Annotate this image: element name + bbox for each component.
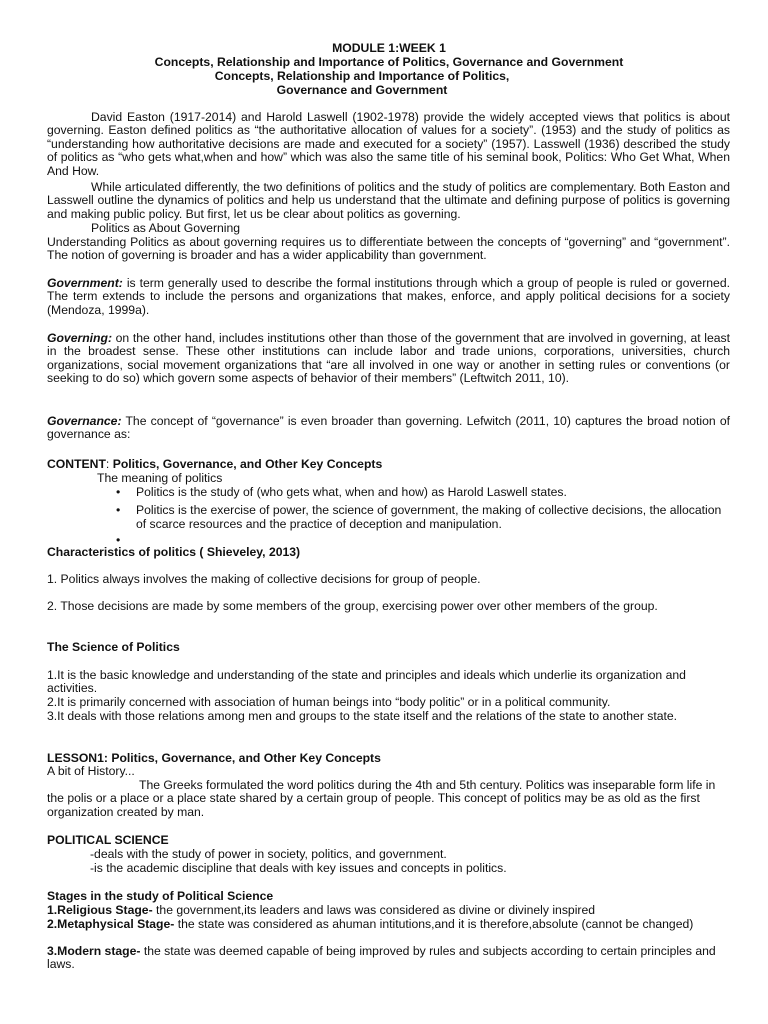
module-heading: MODULE 1:WEEK 1 — [332, 41, 446, 55]
characteristics-heading: Characteristics of politics ( Shieveley, 2013) — [47, 545, 301, 559]
science-item: 2.It is primarily concerned with association of human beings into “body politic” or in a political community. — [47, 695, 611, 709]
intro-paragraph-3: Understanding Politics as about governing requires us to differentiate between the concepts of “governing” and “government”. The notion of governing is broader and has a wider applicability than government. — [47, 235, 730, 263]
meaning-of-politics-label: The meaning of politics — [97, 471, 223, 485]
characteristic-item: 1. Politics always involves the making of collective decisions for group of people. — [47, 572, 481, 586]
intro-paragraph-2: While articulated differently, the two definitions of politics and the study of politics are complementary. Both Easton and Lasswell outline the dynamics of politics and help us understand that the ultimate and defining purpose of politics is governing and making public policy. But first, let us be clear about politics as governing. — [47, 180, 730, 221]
document-subtitle-line1: Concepts, Relationship and Importance of Politics, — [214, 69, 510, 83]
lesson-paragraph: The Greeks formulated the word politics during the 4th and 5th century. Politics was inseparable form life in the polis or a place or a place state shared by a certain group of people. This concept of politics may be as old as the first organization created by man. — [47, 778, 716, 819]
history-subheading: A bit of History... — [47, 764, 135, 778]
science-item: 1.It is the basic knowledge and understanding of the state and principles and ideals which underlie its organization and activities. — [47, 668, 686, 696]
stage-item: 2.Metaphysical Stage- the state was considered as ahuman intitutions,and it is therefore,absolute (cannot be changed) — [47, 917, 694, 931]
political-science-heading: POLITICAL SCIENCE — [47, 833, 169, 847]
stage-item: 3.Modern stage- the state was deemed capable of being improved by rules and subjects according to certain principles and laws. — [47, 944, 716, 972]
list-item: • Politics is the exercise of power, the science of government, the making of collective decisions, the allocation of scarce resources and the practice of deception and manipulation. — [116, 503, 722, 531]
stages-heading: Stages in the study of Political Science — [47, 889, 274, 903]
governing-definition: Governing: on the other hand, includes institutions other than those of the government that are involved in governing, at least in the broadest sense. These other institutions can include labor and trade unions, corporations, universities, church organizations, social movement organizations that “are all involved in one way or another in setting rules or conventions (or seeking to do so) which govern some aspects of behavior of their members” (Leftwitch 2011, 10). — [47, 331, 730, 386]
meaning-bullet-list — [47, 485, 730, 548]
list-item: • Politics is the study of (who gets what, when and how) as Harold Laswell states. — [116, 485, 567, 499]
stage-item: 1.Religious Stage- the government,its leaders and laws was considered as divine or divinely inspired — [47, 903, 596, 917]
government-definition: Government: is term generally used to describe the formal institutions through which a group of people is ruled or governed. The term extends to include the persons and organizations that makes, enforce, and apply political decisions for a society (Mendoza, 1999a). — [47, 276, 730, 317]
characteristic-item: 2. Those decisions are made by some members of the group, exercising power over other members of the group. — [47, 599, 658, 613]
science-of-politics-heading: The Science of Politics — [47, 640, 180, 654]
content-heading: CONTENT: Politics, Governance, and Other Key Concepts — [47, 457, 383, 471]
governance-definition: Governance: The concept of “governance” is even broader than governing. Lefwitch (2011, 10) captures the broad notion of governance as: — [47, 414, 730, 442]
governing-term: Governing: — [47, 331, 113, 345]
bullet-icon: • — [116, 485, 121, 499]
politics-as-governing-heading: Politics as About Governing — [91, 221, 241, 235]
government-term: Government: — [47, 276, 123, 290]
governance-term: Governance: — [47, 414, 122, 428]
lesson-heading: LESSON1: Politics, Governance, and Other Key Concepts — [47, 751, 381, 765]
intro-paragraph-1: David Easton (1917-2014) and Harold Laswell (1902-1978) provide the widely accepted views that politics is about governing. Easton defined politics as “the authoritative allocation of values for a society”. (1953) and the study of politics as “understanding how authoritative decisions are made and executed for a society” (1957). Lasswell (1936) described the study of politics as “who gets what,when and how” which was also the same title of his seminal book, Politics: Who Get What, When And How. — [47, 110, 730, 178]
science-item: 3.It deals with those relations among men and groups to the state itself and the relations of the state to another state. — [47, 709, 678, 723]
document-subtitle-line2: Governance and Government — [276, 83, 448, 97]
document-title: Concepts, Relationship and Importance of Politics, Governance and Government — [154, 55, 624, 69]
political-science-line: -deals with the study of power in society, politics, and government. — [90, 847, 447, 861]
bullet-icon: • — [116, 503, 121, 518]
political-science-line: -is the academic discipline that deals with key issues and concepts in politics. — [90, 861, 507, 875]
bullet-icon: • — [116, 533, 121, 548]
